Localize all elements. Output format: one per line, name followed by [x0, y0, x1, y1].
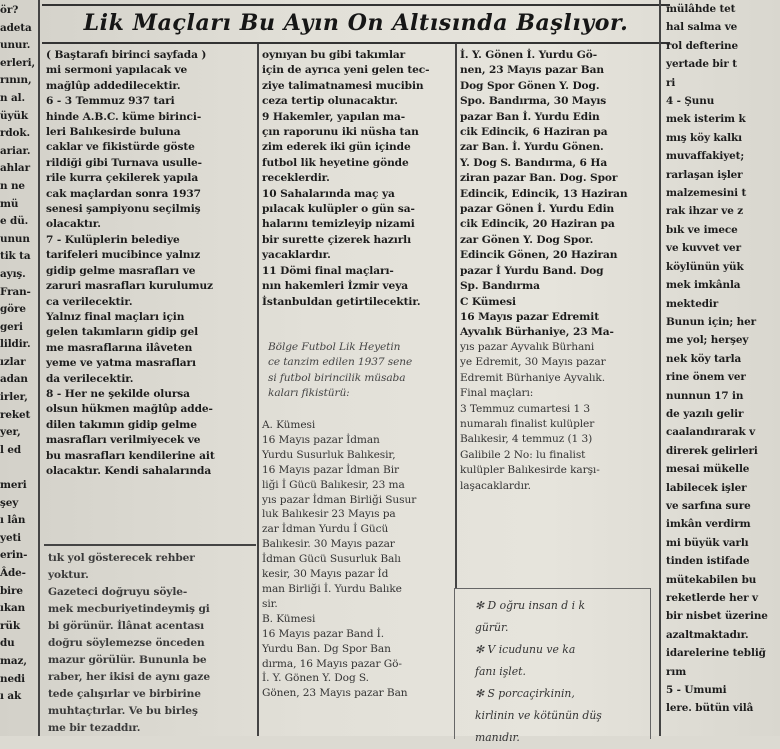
text-line: pazar İ Yurdu Band. Dog: [460, 264, 604, 277]
text-line: adeta: [0, 21, 32, 34]
text-line: mazur görülür. Bununla be: [48, 654, 207, 666]
text-line: bir surette çizerek hazırlı: [262, 233, 412, 246]
text-line: tinden istifade: [666, 555, 750, 568]
text-line: malzemesini t: [666, 187, 747, 200]
text-line: pılacak kulüpler o gün sa-: [262, 203, 415, 216]
text-line: laşacaklardır.: [460, 479, 531, 492]
text-line: zar Ban. İ. Yurdu Gönen.: [460, 141, 604, 154]
text-line: Dog Spor Gönen Y. Dog.: [460, 79, 600, 92]
right-edge-column: [666, 0, 780, 736]
text-line: de yazılı gelir: [666, 407, 744, 420]
text-line: Spo. Bandırma, 30 Mayıs: [460, 95, 607, 108]
text-line: zim ederek iki gün içinde: [262, 141, 411, 154]
text-line: zaruri masrafları kurulumuz: [46, 280, 213, 293]
text-line: rdok.: [0, 127, 30, 140]
text-line: bu masrafları kendilerine ait: [46, 449, 215, 462]
text-line: 11 Dömi final maçları-: [262, 264, 394, 277]
text-line: maz,: [0, 654, 27, 667]
text-line: reket: [0, 408, 31, 421]
text-line: ahlar: [0, 162, 30, 175]
text-line: rol defterine: [666, 39, 739, 52]
text-line: Balıkesir, 4 temmuz (1 3): [460, 433, 593, 446]
text-line: hinde A.B.C. küme birinci-: [46, 110, 202, 123]
text-line: Edremit Bürhaniye Ayvalık.: [460, 371, 606, 384]
text-line: leri Balıkesirde buluna: [46, 126, 181, 139]
text-line: adan: [0, 373, 28, 386]
text-line: ör?: [0, 4, 19, 16]
text-line: lere. bütün vilâ: [666, 702, 754, 715]
text-line: mü: [0, 197, 19, 210]
column-rule-3: [455, 44, 457, 588]
text-line: bir nisbet üzerine: [666, 610, 768, 623]
text-line: bık ve imece: [666, 223, 738, 236]
text-line: 16 Mayıs pazar İdman: [262, 433, 380, 446]
text-line: idarelerine tebliğ: [666, 647, 766, 660]
column-rule-1: [38, 0, 40, 736]
text-line: gelen takımların gidip gel: [46, 326, 199, 339]
text-line: mi büyük varlı: [666, 536, 749, 549]
fixture-intro: [268, 340, 452, 418]
text-line: 10 Sahalarında maç ya: [262, 187, 395, 200]
text-line: rine önem ver: [666, 371, 746, 384]
text-line: nek köy tarla: [666, 352, 742, 365]
text-line: unur.: [0, 39, 31, 52]
text-line: 3 Temmuz cumartesi 1 3: [460, 402, 591, 415]
text-line: B. Kümesi: [262, 612, 316, 625]
text-line: yıs pazar Ayvalık Bürhani: [460, 341, 595, 353]
text-line: tik ta: [0, 250, 31, 263]
text-line: ye Edremit, 30 Mayıs pazar: [460, 356, 606, 369]
text-line: ca verilecektir.: [46, 295, 133, 308]
text-line: olacaktır. Kendi sahalarında: [46, 464, 212, 477]
text-line: mektedir: [666, 297, 719, 310]
text-line: nın hakemleri İzmir veya: [262, 280, 409, 293]
text-line: ce tanzim edilen 1937 sene: [268, 356, 413, 369]
text-line: meri: [0, 479, 27, 492]
text-line: nunnun 17 in: [666, 389, 744, 402]
text-line: erin-: [0, 549, 28, 562]
text-line: kulüpler Balıkesirde karşı-: [460, 464, 600, 477]
text-line: mağlûp addedilecektir.: [46, 79, 181, 92]
text-line: du: [0, 637, 15, 650]
text-line: me masraflarına ilâveten: [46, 341, 193, 354]
text-line: nedi: [0, 672, 25, 685]
text-line: yer,: [0, 426, 21, 439]
text-line: 5 - Umumi: [666, 684, 727, 697]
text-line: 4 - Şunu: [666, 95, 715, 108]
text-line: İdman Gücü Susurluk Balı: [262, 553, 401, 566]
text-line: irler,: [0, 391, 28, 404]
text-line: çın raporunu iki nüsha tan: [262, 126, 419, 139]
text-line: üyük: [0, 109, 28, 122]
text-line: 16 Mayıs pazar Edremit: [460, 310, 600, 323]
maxim-line: ✻ D oğru insan d i k: [475, 599, 586, 612]
text-line: ve kuvvet ver: [666, 242, 741, 255]
text-line: İstanbuldan getirtilecektir.: [262, 295, 421, 308]
text-line: mesai mükelle: [666, 463, 750, 476]
text-line: yeti: [0, 531, 21, 544]
text-line: caalandırarak v: [666, 426, 756, 439]
text-line: Ayvalık Bürhaniye, 23 Ma-: [460, 326, 614, 339]
sports-maxims-box: [454, 588, 651, 744]
text-line: dilen takımın gidip gelme: [46, 418, 197, 431]
text-line: şey: [0, 496, 19, 509]
text-line: kaları fikistürü:: [268, 387, 350, 400]
text-line: cak maçlardan sonra 1937: [46, 187, 201, 200]
text-line: numaralı finalist kulüpler: [460, 418, 595, 431]
text-line: pazar Ban İ. Yurdu Edin: [460, 110, 600, 123]
text-line: İ. Y. Gönen İ. Yurdu Gö-: [460, 49, 598, 61]
text-line: masrafları verilmiyecek ve: [46, 434, 201, 447]
text-line: olsun hükmen mağlûp adde-: [46, 403, 213, 416]
text-line: e dü.: [0, 215, 29, 228]
text-line: Yurdu Susurluk Balıkesir,: [262, 448, 396, 461]
text-line: ariar.: [0, 144, 31, 157]
text-line: l ed: [0, 443, 22, 456]
text-line: Bölge Futbol Lik Heyetin: [268, 341, 401, 353]
text-line: n ne: [0, 179, 25, 192]
text-line: 8 - Her ne şekilde olursa: [46, 387, 190, 400]
text-line: tede çalışırlar ve birbirine: [48, 688, 201, 700]
text-line: rarlaşan işler: [666, 168, 743, 181]
text-line: C Kümesi: [460, 295, 516, 308]
text-line: cik Edincik, 20 Haziran pa: [460, 218, 615, 231]
text-line: n al.: [0, 91, 25, 104]
text-line: raber, her ikisi de aynı gaze: [48, 671, 210, 683]
text-line: doğru söylemezse önceden: [48, 637, 205, 649]
text-line: Bunun için; her: [666, 315, 756, 328]
text-line: 6 - 3 Temmuz 937 tari: [46, 95, 175, 108]
text-line: senesi şampiyonu seçilmiş: [46, 203, 201, 216]
text-line: mek imkânla: [666, 279, 741, 292]
text-line: ı lân: [0, 514, 26, 527]
article-column-2: [262, 48, 452, 338]
text-line: futbol lik heyetine gönde: [262, 156, 409, 169]
text-line: zar İdman Yurdu İ Gücü: [262, 523, 389, 536]
text-line: geri: [0, 320, 23, 333]
text-line: ayış.: [0, 267, 26, 280]
text-line: ( Baştarafı birinci sayfada ): [46, 49, 207, 61]
text-line: rile kurra çekilerek yapıla: [46, 172, 199, 185]
text-line: rük: [0, 619, 20, 632]
article-column-1: [46, 48, 254, 544]
text-line: ziye talimatnamesi mucibin: [262, 79, 424, 92]
text-line: cik Edincik, 6 Haziran pa: [460, 126, 608, 139]
text-line: unun: [0, 232, 30, 245]
text-line: yeme ve yatma masrafları: [46, 357, 196, 370]
text-line: tarifeleri mucibince yalnız: [46, 249, 201, 262]
text-line: kesir, 30 Mayıs pazar İd: [262, 568, 389, 581]
text-line: si futbol birincilik müsaba: [268, 371, 406, 384]
text-line: ceza tertip olunacaktır.: [262, 95, 398, 108]
text-line: mülâhde tet: [666, 3, 736, 15]
text-line: me yol; herşey: [666, 334, 749, 347]
text-line: mış köy kalkı: [666, 131, 742, 144]
text-line: Âde-: [0, 567, 26, 579]
text-line: mek mecburiyetindeymiş gi: [48, 603, 210, 615]
text-line: muhtaçtırlar. Ve bu birleş: [48, 705, 198, 717]
text-line: Y. Dog S. Bandırma, 6 Ha: [460, 156, 608, 169]
column-rule-4: [659, 0, 661, 736]
text-line: [0, 459, 36, 477]
text-line: 16 Mayıs pazar Band İ.: [262, 627, 385, 640]
text-line: Yalnız final maçları için: [46, 310, 185, 323]
text-line: sir.: [262, 597, 278, 610]
text-line: ıkan: [0, 602, 26, 615]
text-line: oynıyan bu gibi takımlar: [262, 49, 406, 61]
text-line: Balıkesir. 30 Mayıs pazar: [262, 538, 395, 551]
text-line: köylünün yük: [666, 260, 744, 273]
text-line: yıs pazar İdman Birliği Susur: [262, 493, 417, 506]
section-divider: [44, 544, 256, 546]
text-line: dırma, 16 Mayıs pazar Gö-: [262, 657, 402, 670]
headline-box: [42, 4, 670, 44]
text-line: bi görünür. İlânat acentası: [48, 620, 205, 632]
text-line: ziran pazar Ban. Dog. Spor: [460, 172, 618, 185]
text-line: rının,: [0, 74, 32, 87]
text-line: Sp. Bandırma: [460, 280, 540, 293]
text-line: hal salma ve: [666, 21, 738, 34]
article-column-1-lower: [48, 550, 254, 736]
maxim-line: ✻ S porcaçirkinin,: [475, 687, 575, 700]
headline: Lik Maçları Bu Ayın On Altısında Başlıyor.: [83, 10, 629, 36]
text-line: yertade bir t: [666, 58, 737, 71]
text-line: İ. Y. Gönen Y. Dog S.: [262, 672, 369, 685]
text-line: azaltmaktadır.: [666, 628, 749, 641]
text-line: yoktur.: [48, 569, 89, 581]
fixture-list-c: [460, 340, 656, 580]
fixture-list-ab: [262, 418, 452, 736]
text-line: direrek gelirleri: [666, 444, 758, 457]
text-line: bire: [0, 584, 23, 597]
text-line: Edincik, Edincik, 13 Haziran: [460, 187, 628, 200]
text-line: zar Gönen Y. Dog Spor.: [460, 233, 594, 246]
text-line: pazar Gönen İ. Yurdu Edin: [460, 203, 615, 216]
text-line: labilecek işler: [666, 481, 747, 494]
text-line: Gazeteci doğruyu söyle-: [48, 586, 188, 598]
text-line: Galibile 2 No: lu finalist: [460, 448, 586, 461]
text-line: halarını temizleyip nizami: [262, 218, 415, 231]
text-line: luk Balıkesir 23 Mayıs pa: [262, 508, 396, 521]
text-line: ızlar: [0, 355, 26, 368]
maxim-line: manıdır.: [475, 731, 520, 744]
text-line: nen, 23 Mayıs pazar Ban: [460, 64, 605, 77]
text-line: da verilecektir.: [46, 372, 134, 385]
text-line: ri: [666, 76, 676, 89]
text-line: Final maçları:: [460, 387, 534, 400]
text-line: Gönen, 23 Mayıs pazar Ban: [262, 687, 408, 700]
text-line: tık yol gösterecek rehber: [48, 552, 195, 564]
text-line: 16 Mayıs pazar İdman Bir: [262, 463, 399, 476]
text-line: rak ihzar ve z: [666, 205, 744, 218]
text-line: için de ayrıca yeni gelen tec-: [262, 64, 430, 77]
text-line: erleri,: [0, 56, 35, 69]
text-line: muvaffakiyet;: [666, 150, 745, 163]
text-line: liği İ Gücü Balıkesir, 23 ma: [262, 478, 405, 491]
text-line: reketlerde her v: [666, 592, 758, 604]
maxim-line: kirlinin ve kötünün düş: [475, 709, 602, 722]
left-edge-column: [0, 2, 36, 736]
article-column-3: [460, 48, 656, 378]
text-line: mütekabilen bu: [666, 573, 757, 586]
text-line: lildir.: [0, 338, 31, 351]
text-line: gidip gelme masrafları ve: [46, 264, 196, 277]
text-line: rım: [666, 665, 687, 678]
text-line: caklar ve fikistürde göste: [46, 141, 195, 154]
text-line: 9 Hakemler, yapılan ma-: [262, 110, 406, 123]
text-line: Yurdu Ban. Dg Spor Ban: [262, 642, 391, 655]
maxim-line: ✻ V icudunu ve ka: [475, 643, 576, 656]
text-line: mi sermoni yapılacak ve: [46, 64, 188, 77]
text-line: olacaktır.: [46, 218, 101, 231]
text-line: rildiği gibi Turnava usulle-: [46, 156, 202, 169]
text-line: 7 - Kulüplerin belediye: [46, 233, 180, 246]
column-rule-2: [257, 44, 259, 736]
text-line: Fran-: [0, 285, 31, 298]
text-line: me bir tezaddır.: [48, 722, 141, 734]
text-line: mek isterim k: [666, 113, 746, 126]
text-line: imkân verdirm: [666, 518, 751, 531]
text-line: göre: [0, 303, 26, 316]
text-line: ve sarfına sure: [666, 499, 751, 512]
text-line: receklerdir.: [262, 172, 330, 185]
maxim-line: fanı işlet.: [475, 665, 526, 678]
text-line: yacaklardır.: [262, 249, 331, 262]
text-line: ı ak: [0, 690, 22, 703]
maxim-line: gürür.: [475, 621, 509, 634]
text-line: Edincik Gönen, 20 Haziran: [460, 249, 618, 262]
text-line: man Birliği İ. Yurdu Balıke: [262, 582, 402, 595]
text-line: A. Kümesi: [262, 419, 316, 431]
